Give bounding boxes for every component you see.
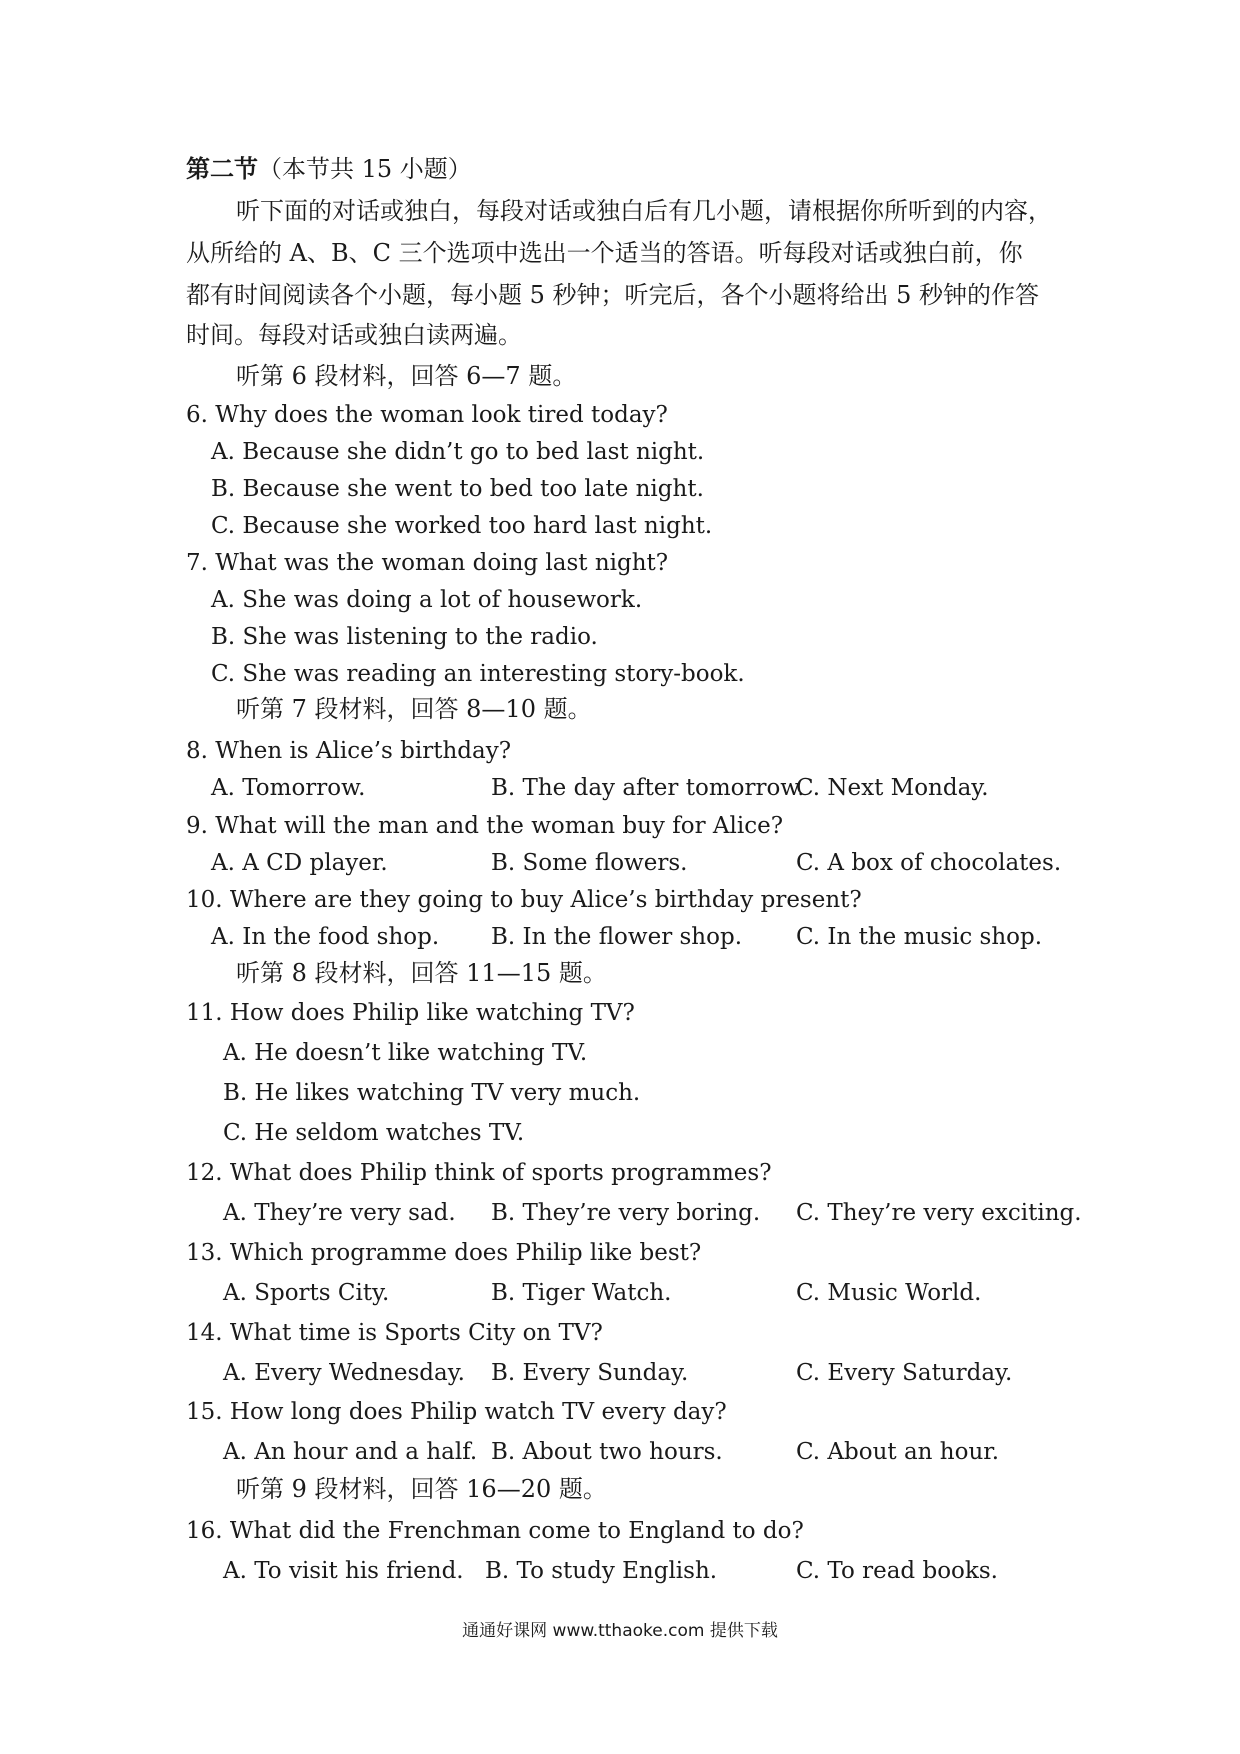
answer-option: C. In the music shop. [796, 924, 1043, 950]
instruction-line: 从所给的 A、B、C 三个选项中选出一个适当的答语。听每段对话或独白前，你 [186, 239, 1023, 267]
instruction-line: 都有时间阅读各个小题，每小题 5 秒钟；听完后，各个小题将给出 5 秒钟的作答 [186, 281, 1040, 309]
answer-option: B. She was listening to the radio. [211, 624, 598, 650]
part-heading: 听第 6 段材料，回答 6—7 题。 [236, 362, 577, 390]
answer-option: C. About an hour. [796, 1439, 1000, 1465]
question-text: 8. When is Alice’s birthday? [186, 738, 512, 764]
answer-option: B. The day after tomorrow. [491, 775, 805, 801]
answer-option: B. They’re very boring. [491, 1200, 761, 1226]
answer-option: B. About two hours. [491, 1439, 723, 1465]
answer-option: C. Music World. [796, 1280, 982, 1306]
section-note: （本节共 15 小题） [258, 155, 472, 183]
question-text: 6. Why does the woman look tired today? [186, 402, 668, 428]
answer-option: A. In the food shop. [211, 924, 440, 950]
answer-option: A. To visit his friend. [223, 1558, 464, 1584]
question-text: 10. Where are they going to buy Alice’s birthday present? [186, 887, 862, 913]
question-text: 15. How long does Philip watch TV every day? [186, 1399, 727, 1425]
part-heading: 听第 9 段材料，回答 16—20 题。 [236, 1475, 607, 1503]
answer-option: A. She was doing a lot of housework. [211, 587, 643, 613]
question-text: 12. What does Philip think of sports programmes? [186, 1160, 772, 1186]
answer-option: B. Because she went to bed too late night. [211, 476, 704, 502]
instruction-line: 时间。每段对话或独白读两遍。 [186, 321, 522, 349]
answer-option: A. They’re very sad. [223, 1200, 456, 1226]
answer-option: A. Because she didn’t go to bed last night. [211, 439, 705, 465]
answer-option: B. To study English. [485, 1558, 718, 1584]
answer-option: C. A box of chocolates. [796, 850, 1062, 876]
part-heading: 听第 8 段材料，回答 11—15 题。 [236, 959, 607, 987]
answer-option: B. He likes watching TV very much. [223, 1080, 641, 1106]
answer-option: A. Every Wednesday. [223, 1360, 465, 1386]
answer-option: A. He doesn’t like watching TV. [223, 1040, 588, 1066]
answer-option: B. Some flowers. [491, 850, 688, 876]
answer-option: A. A CD player. [211, 850, 388, 876]
answer-option: A. Sports City. [223, 1280, 390, 1306]
answer-option: A. An hour and a half. [223, 1439, 478, 1465]
answer-option: C. They’re very exciting. [796, 1200, 1082, 1226]
answer-option: C. Next Monday. [796, 775, 989, 801]
answer-option: C. Because she worked too hard last night. [211, 513, 713, 539]
question-text: 16. What did the Frenchman come to England to do? [186, 1518, 804, 1544]
question-text: 14. What time is Sports City on TV? [186, 1320, 603, 1346]
instruction-line: 听下面的对话或独白，每段对话或独白后有几小题，请根据你所听到的内容， [236, 197, 1052, 225]
answer-option: B. Every Sunday. [491, 1360, 689, 1386]
answer-option: C. He seldom watches TV. [223, 1120, 525, 1146]
answer-option: B. Tiger Watch. [491, 1280, 672, 1306]
question-text: 7. What was the woman doing last night? [186, 550, 669, 576]
question-text: 11. How does Philip like watching TV? [186, 1000, 635, 1026]
section-title: 第二节 [186, 154, 258, 183]
answer-option: B. In the flower shop. [491, 924, 743, 950]
answer-option: C. Every Saturday. [796, 1360, 1013, 1386]
part-heading: 听第 7 段材料，回答 8—10 题。 [236, 695, 592, 723]
question-text: 13. Which programme does Philip like best? [186, 1240, 702, 1266]
answer-option: C. She was reading an interesting story-book. [211, 661, 745, 687]
page-footer: 通通好课网 www.tthaoke.com 提供下载 [462, 1621, 778, 1641]
section-heading [186, 154, 472, 184]
answer-option: C. To read books. [796, 1558, 998, 1584]
question-text: 9. What will the man and the woman buy for Alice? [186, 813, 784, 839]
answer-option: A. Tomorrow. [211, 775, 366, 801]
